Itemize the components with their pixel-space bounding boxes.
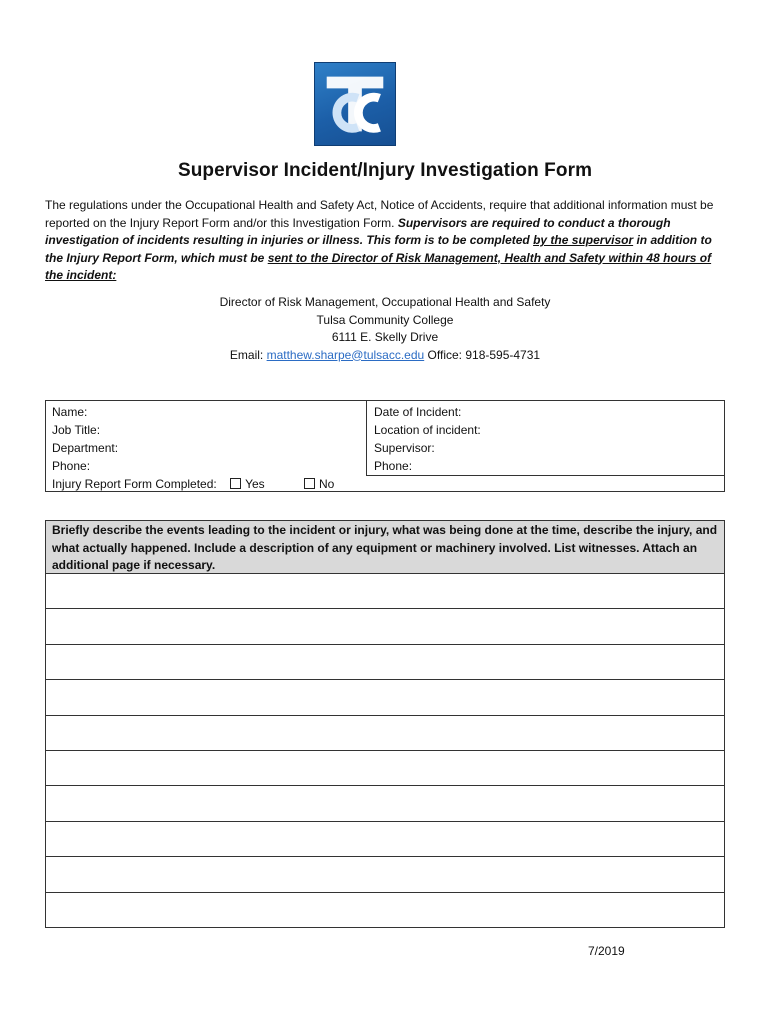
- intro-text-2: Supervisors are required to conduct a thorough investigation of incidents resulting in injuries or illness. This form is to be completed: [45, 215, 671, 247]
- description-line[interactable]: [46, 822, 724, 857]
- description-line[interactable]: [46, 893, 724, 928]
- job-title-field[interactable]: Job Title:: [52, 423, 101, 437]
- incident-info-table: [45, 400, 725, 492]
- info-right-column: [374, 401, 481, 475]
- description-line[interactable]: [46, 645, 724, 680]
- no-checkbox[interactable]: [304, 478, 315, 489]
- description-line[interactable]: [46, 751, 724, 786]
- injury-report-row: [52, 475, 334, 493]
- no-label: No: [319, 477, 335, 491]
- description-table: [45, 520, 725, 928]
- description-line[interactable]: [46, 716, 724, 751]
- intro-text-5: sent to the Director of Risk Management, Health and Safety within 48 hours of the incident:: [45, 250, 712, 282]
- contact-line-4: [0, 347, 770, 365]
- date-of-incident-field[interactable]: Date of Incident:: [374, 405, 462, 419]
- supervisor-field[interactable]: Supervisor:: [374, 441, 435, 455]
- description-line[interactable]: [46, 786, 724, 821]
- phone-field-right[interactable]: Phone:: [374, 459, 413, 473]
- column-divider: [366, 401, 367, 475]
- contact-line-3: 6111 E. Skelly Drive: [331, 330, 439, 344]
- contact-line-2: Tulsa Community College: [316, 312, 454, 327]
- yes-label: Yes: [245, 477, 265, 491]
- tcc-logo: [314, 62, 396, 146]
- description-header: Briefly describe the events leading to the incident or injury, what was being done at the time, describe the injury, and what actually happened. Include a description of any equipment or machinery involved. List witnesses. Attach an additional page if necessary.: [46, 521, 724, 574]
- description-line[interactable]: [46, 857, 724, 892]
- intro-text-1: The regulations under the Occupational Health and Safety Act, Notice of Accidents, require that additional information must be reported on the Injury Report Form and/or this Investigation Form.: [45, 198, 714, 230]
- intro-paragraph: [45, 197, 725, 285]
- page-title: Supervisor Incident/Injury Investigation Form: [177, 160, 593, 181]
- description-line[interactable]: [46, 609, 724, 644]
- department-field[interactable]: Department:: [52, 441, 119, 455]
- name-field[interactable]: Name:: [52, 405, 88, 419]
- email-link[interactable]: matthew.sharpe@tulsacc.edu: [266, 347, 425, 362]
- description-line[interactable]: [46, 680, 724, 715]
- phone-field-left[interactable]: Phone:: [52, 459, 91, 473]
- contact-block: [0, 294, 770, 364]
- revision-date: 7/2019: [588, 944, 625, 958]
- intro-text-4: in addition to the Injury Report Form, which must be: [45, 233, 712, 265]
- row-divider: [366, 475, 724, 476]
- tcc-logo-icon: [315, 63, 395, 145]
- office-phone: Office: 918-595-4731: [427, 347, 541, 362]
- info-left-column: [52, 401, 362, 475]
- contact-line-1: Director of Risk Management, Occupational Health and Safety: [219, 295, 551, 309]
- intro-text-3: by the supervisor: [533, 233, 634, 247]
- injury-report-label: Injury Report Form Completed:: [52, 477, 217, 491]
- email-label: Email:: [229, 347, 264, 362]
- yes-checkbox[interactable]: [230, 478, 241, 489]
- location-field[interactable]: Location of incident:: [374, 423, 481, 437]
- description-line[interactable]: [46, 574, 724, 609]
